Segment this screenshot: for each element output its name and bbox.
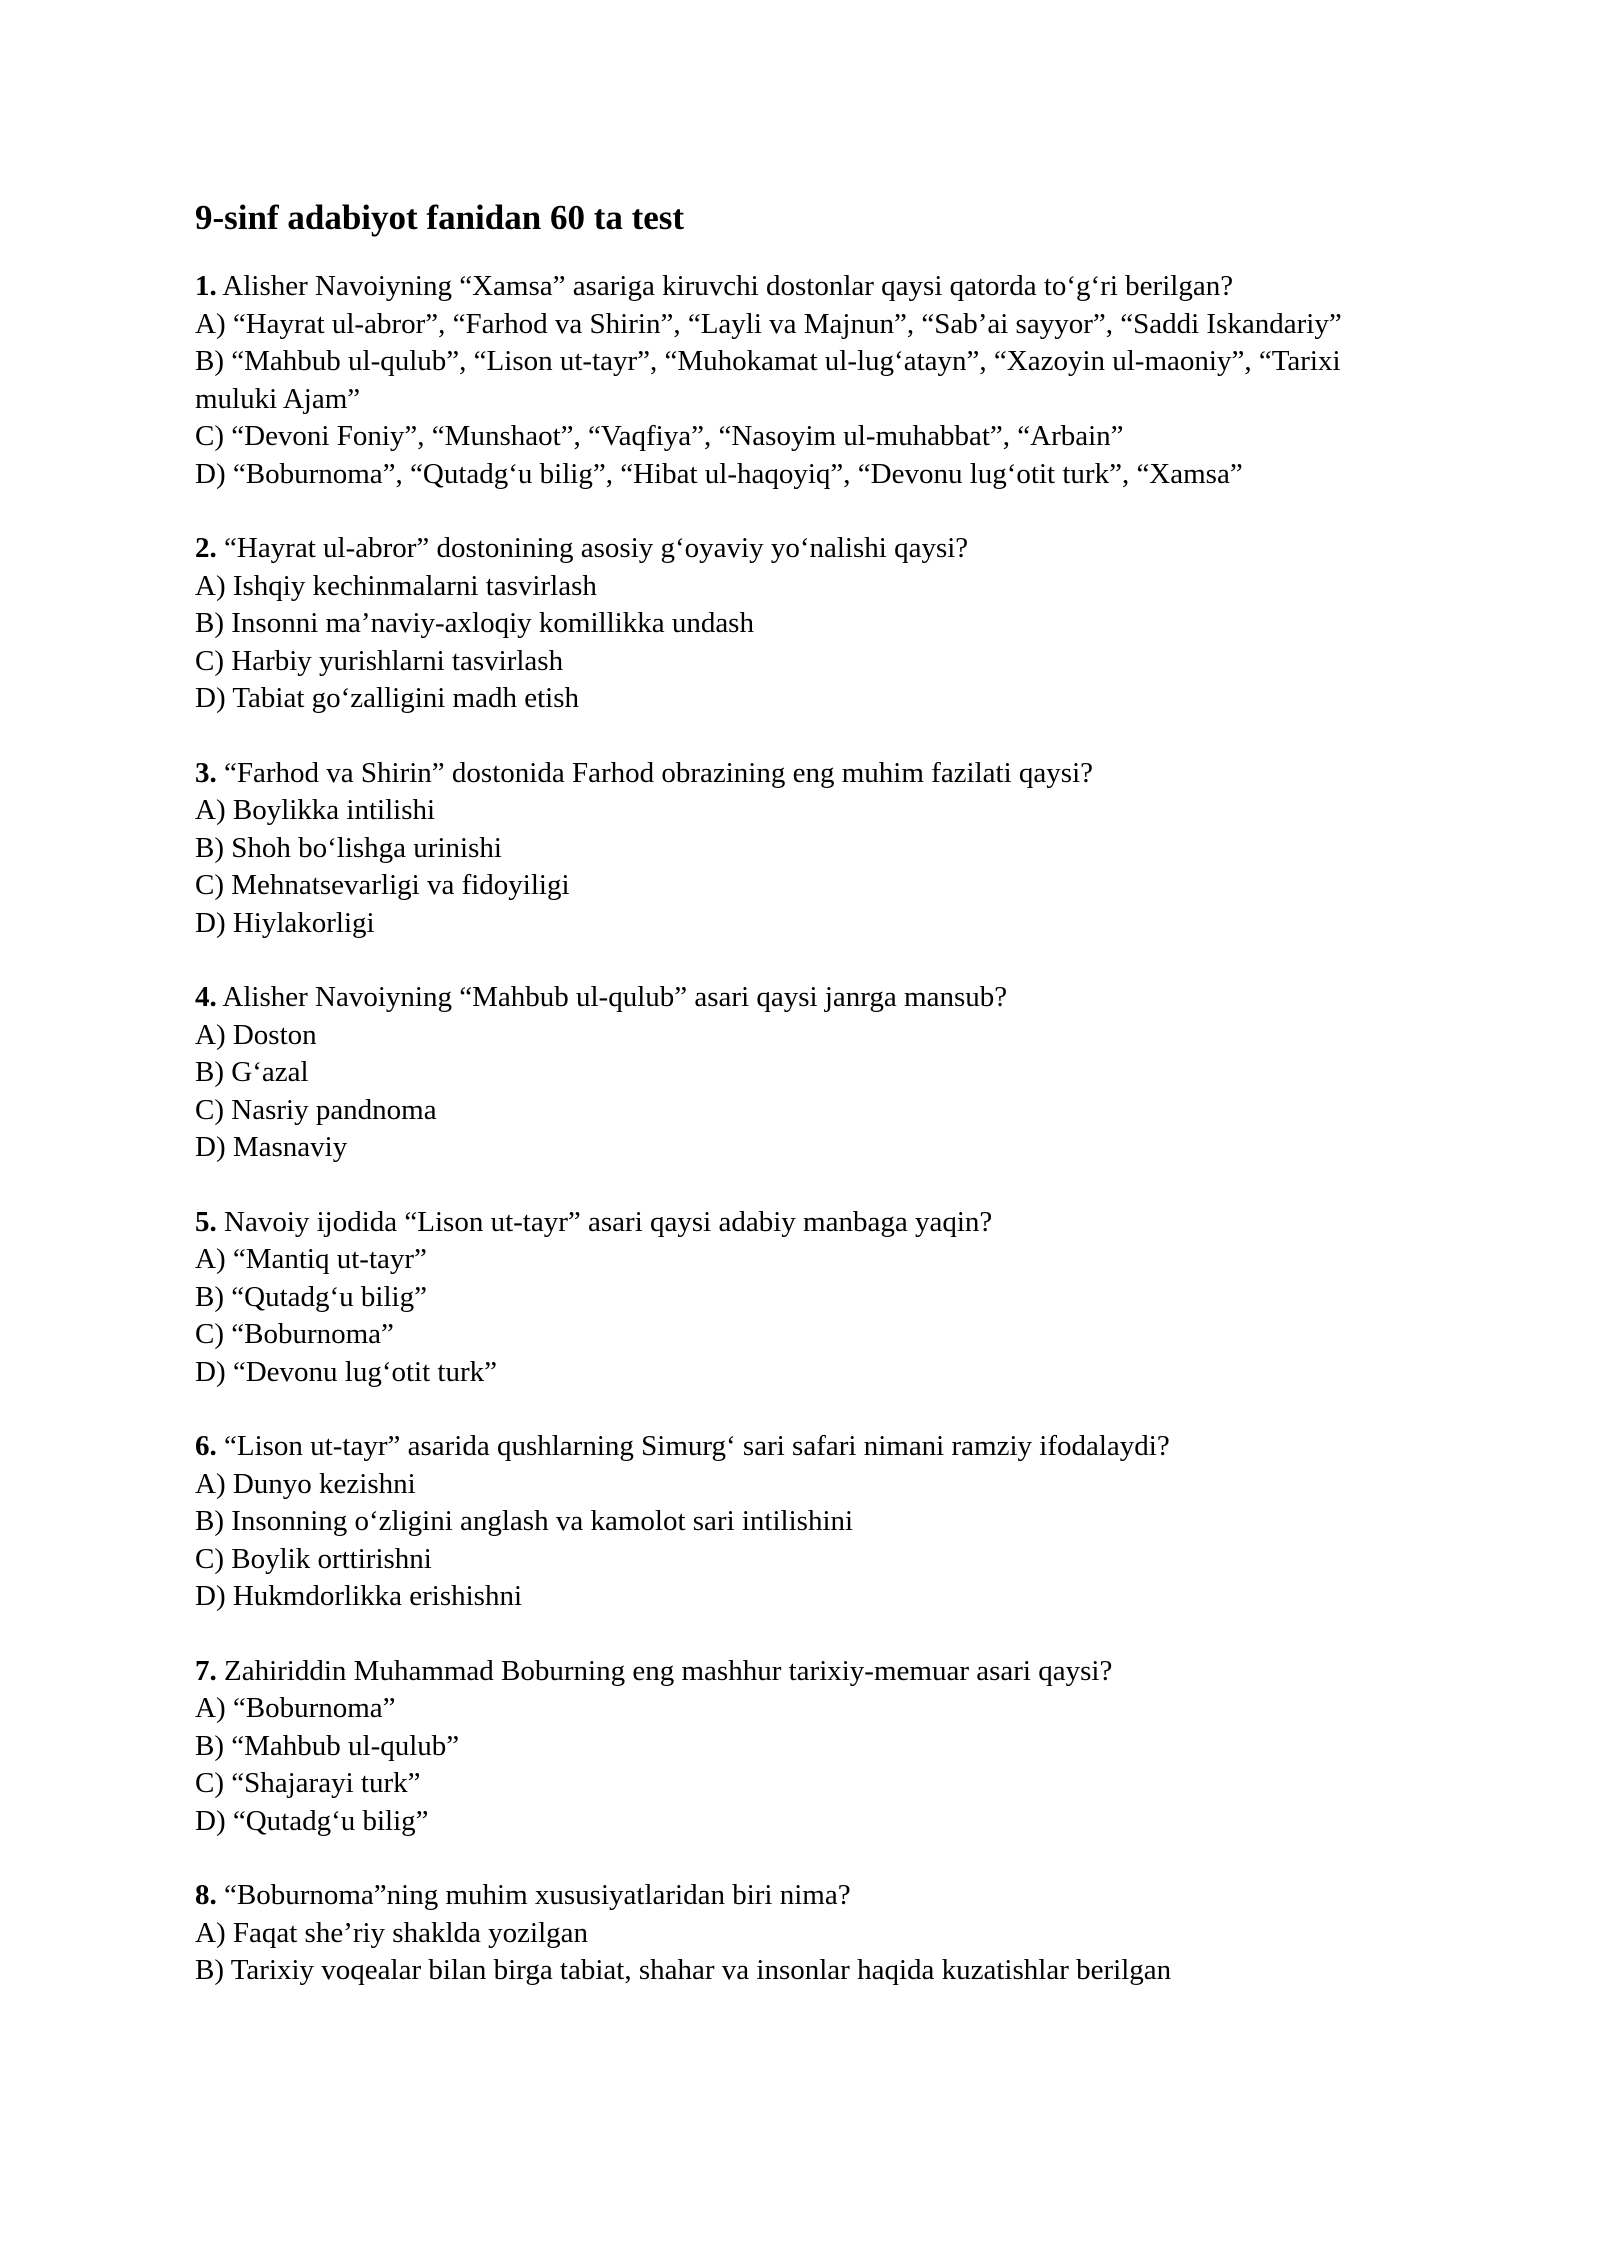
question-text: Alisher Navoiyning “Xamsa” asariga kiruvchi dostonlar qaysi qatorda to‘g‘ri berilgan? [222,270,1234,302]
answer-option: B) “Mahbub ul-qulub” [195,1729,460,1762]
question-list [195,268,1425,2027]
question-text: “Hayrat ul-abror” dostonining asosiy g‘oyaviy yo‘nalishi qaysi? [224,532,969,564]
answer-option: A) “Hayrat ul-abror”, “Farhod va Shirin”, “Layli va Majnun”, “Sab’ai sayyor”, “Saddi Iskandariy” [195,307,1342,340]
question-text: Navoiy ijodida “Lison ut-tayr” asari qaysi adabiy manbaga yaqin? [224,1205,993,1238]
answer-option: B) Shoh bo‘lishga urinishi [195,831,502,864]
question-text: “Lison ut-tayr” asarida qushlarning Simurg‘ sari safari nimani ramziy ifodalaydi? [224,1430,1170,1462]
document-title: 9-sinf adabiyot fanidan 60 ta test [195,198,685,237]
answer-option: B) “Mahbub ul-qulub”, “Lison ut-tayr”, “Muhokamat ul-lug‘atayn”, “Xazoyin ul-maoniy”, “Tarixi muluki Ajam” [195,345,1341,415]
answer-option: A) “Mantiq ut-tayr” [195,1243,427,1275]
question-stem [195,268,1425,306]
answer-option: C) “Devoni Foniy”, “Munshaot”, “Vaqfiya”, “Nasoyim ul-muhabbat”, “Arbain” [195,420,1124,452]
answer-option: A) Ishqiy kechinmalarni tasvirlash [195,569,597,602]
question-block [195,979,1425,1167]
answer-option: A) Boylikka intilishi [195,794,436,826]
question-stem [195,1877,1425,1915]
answer-option: D) Tabiat go‘zalligini madh etish [195,682,580,714]
answer-option: B) “Qutadg‘u bilig” [195,1280,427,1313]
question-number: 2. [195,532,217,564]
question-text: “Farhod va Shirin” dostonida Farhod obrazining eng muhim fazilati qaysi? [224,756,1093,789]
question-stem [195,979,1425,1017]
answer-option: A) Faqat she’riy shaklda yozilgan [195,1916,589,1949]
answer-option: D) Hukmdorlikka erishishni [195,1580,523,1612]
answer-option: B) Tarixiy voqealar bilan birga tabiat, shahar va insonlar haqida kuzatishlar berilgan [195,1954,1172,1986]
question-block [195,1877,1425,1990]
question-block [195,755,1425,943]
answer-option: D) “Qutadg‘u bilig” [195,1804,429,1837]
question-text: Zahiriddin Muhammad Boburning eng mashhur tarixiy-memuar asari qaysi? [224,1654,1113,1687]
answer-option: C) “Shajarayi turk” [195,1767,421,1799]
question-stem [195,1428,1425,1466]
answer-option: C) “Boburnoma” [195,1318,394,1350]
question-number: 6. [195,1430,217,1462]
answer-option: C) Mehnatsevarligi va fidoyiligi [195,869,570,901]
question-stem [195,1204,1425,1242]
answer-option: D) Hiylakorligi [195,906,375,939]
question-stem [195,1653,1425,1691]
answer-option: C) Harbiy yurishlarni tasvirlash [195,644,564,677]
question-block [195,1204,1425,1392]
question-number: 4. [195,981,217,1013]
question-block [195,530,1425,718]
answer-option: B) Insonni ma’naviy-axloqiy komillikka undash [195,607,754,639]
question-block [195,1428,1425,1616]
answer-option: B) Insonning o‘zligini anglash va kamolot sari intilishini [195,1505,854,1537]
question-block [195,1653,1425,1841]
answer-option: C) Nasriy pandnoma [195,1093,437,1126]
answer-option: A) Dunyo kezishni [195,1467,416,1500]
question-block [195,268,1425,493]
question-number: 1. [195,270,217,302]
answer-option: D) Masnaviy [195,1131,348,1163]
question-number: 3. [195,756,217,789]
question-number: 8. [195,1879,217,1911]
question-text: Alisher Navoiyning “Mahbub ul-qulub” asari qaysi janrga mansub? [222,981,1008,1013]
question-number: 7. [195,1654,217,1687]
question-number: 5. [195,1205,217,1238]
answer-option: B) G‘azal [195,1056,309,1088]
answer-option: C) Boylik orttirishni [195,1542,432,1575]
answer-option: D) “Boburnoma”, “Qutadg‘u bilig”, “Hibat ul-haqoyiq”, “Devonu lug‘otit turk”, “Xamsa” [195,457,1243,490]
question-stem [195,530,1425,568]
answer-option: D) “Devonu lug‘otit turk” [195,1355,498,1388]
question-text: “Boburnoma”ning muhim xususiyatlaridan biri nima? [224,1879,851,1911]
answer-option: A) “Boburnoma” [195,1692,396,1724]
answer-option: A) Doston [195,1018,317,1051]
question-stem [195,755,1425,793]
